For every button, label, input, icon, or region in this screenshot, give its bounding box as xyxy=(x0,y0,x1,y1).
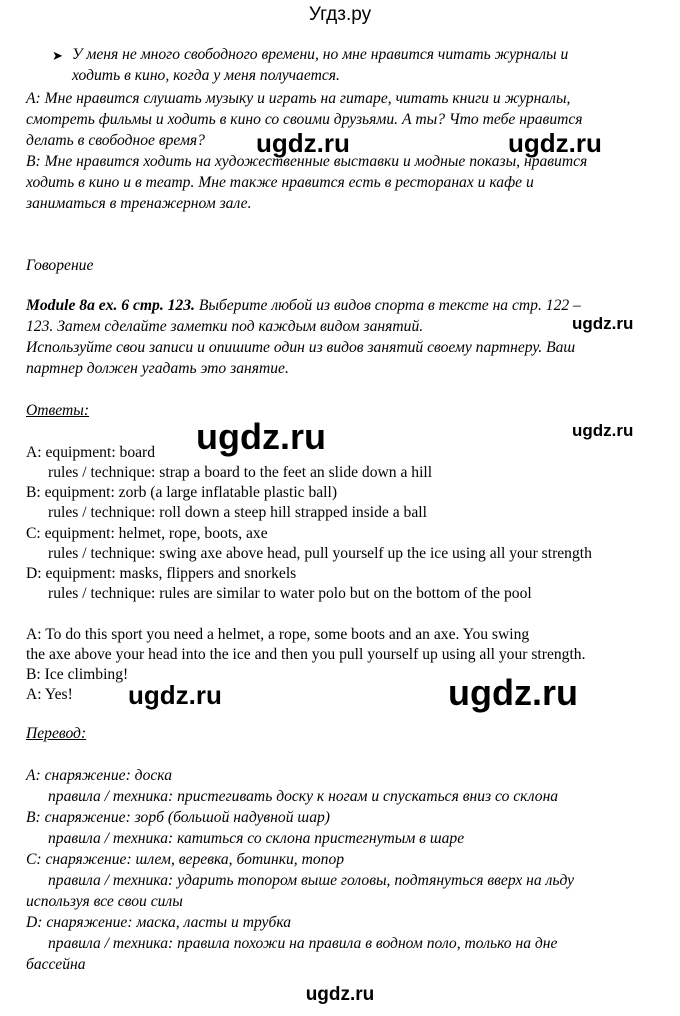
task-reference: Module 8a ex. 6 стр. 123. xyxy=(26,297,195,314)
intro-bullet-line-2: ходить в кино, когда у меня получается. xyxy=(72,67,340,84)
watermark: ugdz.ru xyxy=(196,416,326,457)
section-title: Говорение xyxy=(26,257,94,274)
answer-line: B: equipment: zorb (a large inflatable plastic ball) xyxy=(26,484,338,501)
translation-line: A: снаряжение: доска xyxy=(26,767,172,784)
intro-a-line-2: смотреть фильмы и ходить в кино со своими друзьями. А ты? Что тебе нравится xyxy=(26,111,583,128)
translation-line: B: снаряжение: зорб (большой надувной шар) xyxy=(26,809,330,826)
task-line-4: партнер должен угадать это занятие. xyxy=(26,360,289,377)
intro-b-line-3: заниматься в тренажерном зале. xyxy=(26,195,252,212)
intro-a-line-1: A: Мне нравится слушать музыку и играть на гитаре, читать книги и журналы, xyxy=(26,90,571,107)
dialogue-line: B: Ice climbing! xyxy=(26,666,129,683)
answer-line: rules / technique: rules are similar to water polo but on the bottom of the pool xyxy=(48,585,532,602)
bullet-arrow-icon: ➤ xyxy=(52,48,63,63)
dialogue-line: A: Yes! xyxy=(26,686,73,703)
answer-line: D: equipment: masks, flippers and snorkels xyxy=(26,565,297,582)
answer-line: A: equipment: board xyxy=(26,444,156,461)
answer-line: rules / technique: roll down a steep hill strapped inside a ball xyxy=(48,504,427,521)
translation-line: используя все свои силы xyxy=(26,893,183,910)
dialogue-line: A: To do this sport you need a helmet, a rope, some boots and an axe. You swing xyxy=(26,626,530,643)
watermark: ugdz.ru xyxy=(572,314,634,333)
watermark: ugdz.ru xyxy=(508,128,602,158)
intro-a-line-3: делать в свободное время? xyxy=(26,132,205,149)
answer-line: C: equipment: helmet, rope, boots, axe xyxy=(26,525,268,542)
footer-watermark: ugdz.ru xyxy=(305,984,375,1005)
translation-line: правила / техника: ударить топором выше головы, подтянуться вверх на льду xyxy=(48,872,575,889)
translation-line: бассейна xyxy=(26,956,86,973)
watermark: ugdz.ru xyxy=(572,421,634,440)
translation-line: C: снаряжение: шлем, веревка, ботинки, топор xyxy=(26,851,345,868)
intro-b-line-1: B: Мне нравится ходить на художественные выставки и модные показы, нравится xyxy=(26,153,588,170)
task-line-2: 123. Затем сделайте заметки под каждым видом занятий. xyxy=(26,318,424,335)
translation-label: Перевод: xyxy=(26,725,87,742)
task-line-3: Используйте свои записи и опишите один из видов занятий своему партнеру. Ваш xyxy=(26,339,576,356)
dialogue-line: the axe above your head into the ice and then you pull yourself up using all your strength. xyxy=(26,646,586,663)
task-text: Выберите любой из видов спорта в тексте на стр. 122 – xyxy=(194,297,581,314)
translation-line: правила / техника: пристегивать доску к ногам и спускаться вниз со склона xyxy=(48,788,559,805)
answer-line: rules / technique: swing axe above head, pull yourself up the ice using all your strength xyxy=(48,545,592,562)
site-title: Угдз.ру xyxy=(308,4,372,25)
watermark: ugdz.ru xyxy=(448,672,578,713)
intro-bullet-line-1: У меня не много свободного времени, но мне нравится читать журналы и xyxy=(72,46,569,63)
intro-b-line-2: ходить в кино и в театр. Мне также нравится есть в ресторанах и кафе и xyxy=(26,174,534,191)
watermark: ugdz.ru xyxy=(256,128,350,158)
watermark: ugdz.ru xyxy=(128,680,222,710)
translation-line: правила / техника: катиться со склона пристегнутым в шаре xyxy=(48,830,465,847)
translation-line: правила / техника: правила похожи на правила в водном поло, только на дне xyxy=(48,935,558,952)
task-line-1 xyxy=(26,296,581,316)
answer-line: rules / technique: strap a board to the feet an slide down a hill xyxy=(48,464,433,481)
translation-line: D: снаряжение: маска, ласты и трубка xyxy=(26,914,292,931)
answers-label: Ответы: xyxy=(26,402,90,419)
